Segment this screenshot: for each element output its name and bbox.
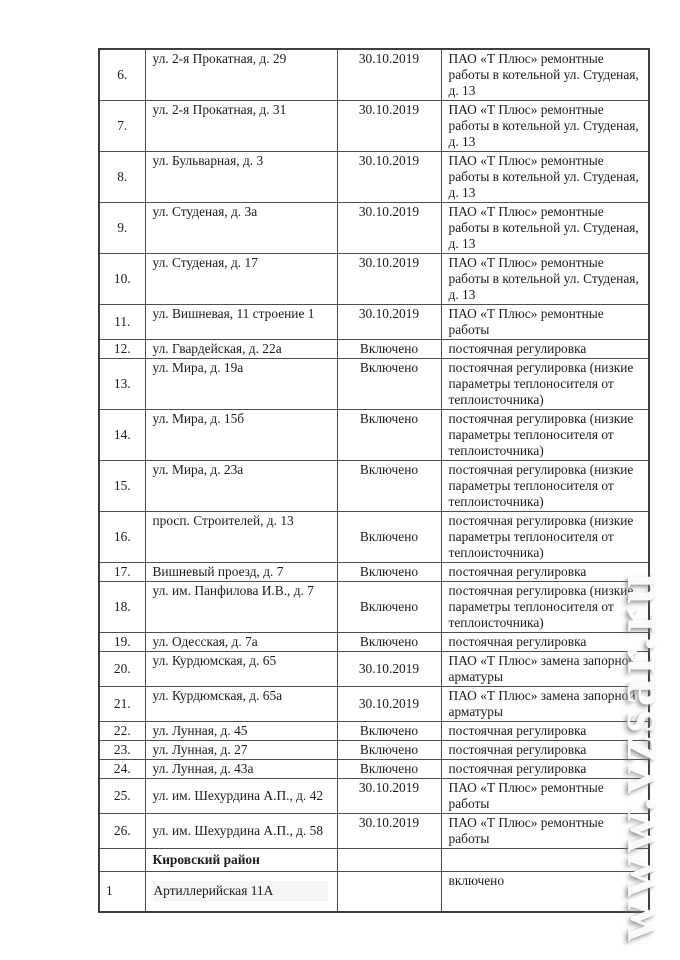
address-cell: ул. Лунная, д. 45 <box>145 722 337 741</box>
highlighted-address-text: Артиллерийская 11А <box>153 881 328 901</box>
table-row <box>99 340 649 359</box>
row-number-cell: 16. <box>99 512 145 563</box>
table-row <box>99 582 649 633</box>
section-header-row <box>99 849 649 872</box>
table-row <box>99 872 649 912</box>
row-number-cell: 13. <box>99 359 145 410</box>
status-cell: 30.10.2019 <box>337 305 441 340</box>
status-cell: Включено <box>337 461 441 512</box>
address-cell: ул. Мира, д. 19а <box>145 359 337 410</box>
address-cell: ул. Мира, д. 15б <box>145 410 337 461</box>
table-row <box>99 741 649 760</box>
table-row <box>99 779 649 814</box>
row-number-cell: 9. <box>99 203 145 254</box>
status-cell: 30.10.2019 <box>337 652 441 687</box>
row-number-cell: 22. <box>99 722 145 741</box>
table-row <box>99 652 649 687</box>
table-row <box>99 563 649 582</box>
status-cell: 30.10.2019 <box>337 687 441 722</box>
note-cell: включено <box>441 872 649 912</box>
table-row <box>99 760 649 779</box>
note-cell: постоячная регулировка <box>441 722 649 741</box>
note-cell: ПАО «Т Плюс» замена запорной арматуры <box>441 652 649 687</box>
note-cell: ПАО «Т Плюс» ремонтные работы <box>441 779 649 814</box>
row-number-cell: 19. <box>99 633 145 652</box>
table-row <box>99 203 649 254</box>
note-cell: постоячная регулировка (низкие параметры теплоносителя от теплоисточника) <box>441 582 649 633</box>
note-cell: ПАО «Т Плюс» ремонтные работы <box>441 305 649 340</box>
note-cell: постоячная регулировка (низкие параметры теплоносителя от теплоисточника) <box>441 410 649 461</box>
address-cell: ул. Курдюмская, д. 65 <box>145 652 337 687</box>
status-cell: 30.10.2019 <box>337 101 441 152</box>
row-number-cell: 6. <box>99 49 145 101</box>
status-cell: Включено <box>337 563 441 582</box>
table-row <box>99 359 649 410</box>
address-cell: ул. 2-я Прокатная, д. 31 <box>145 101 337 152</box>
table-body <box>99 49 649 912</box>
table-row <box>99 461 649 512</box>
row-number-cell: 1 <box>99 872 145 912</box>
address-cell: ул. Лунная, д. 43а <box>145 760 337 779</box>
note-cell: постоячная регулировка <box>441 633 649 652</box>
note-cell: постоячная регулировка (низкие параметры теплоносителя от теплоисточника) <box>441 461 649 512</box>
table-row <box>99 722 649 741</box>
table-row <box>99 49 649 101</box>
note-cell: ПАО «Т Плюс» ремонтные работы в котельной ул. Студеная, д. 13 <box>441 49 649 101</box>
status-cell: Включено <box>337 582 441 633</box>
status-cell: 30.10.2019 <box>337 49 441 101</box>
address-cell: ул. Гвардейская, д. 22а <box>145 340 337 359</box>
note-cell: постоячная регулировка <box>441 340 649 359</box>
note-cell: постоячная регулировка (низкие параметры теплоносителя от теплоисточника) <box>441 512 649 563</box>
table-row <box>99 305 649 340</box>
status-cell: 30.10.2019 <box>337 152 441 203</box>
address-cell: ул. Вишневая, 11 строение 1 <box>145 305 337 340</box>
row-number-cell: 7. <box>99 101 145 152</box>
address-cell: просп. Строителей, д. 13 <box>145 512 337 563</box>
status-cell: Включено <box>337 410 441 461</box>
status-cell <box>337 849 441 872</box>
address-cell: ул. им. Панфилова И.В., д. 7 <box>145 582 337 633</box>
row-number-cell: 17. <box>99 563 145 582</box>
address-cell: ул. Бульварная, д. 3 <box>145 152 337 203</box>
row-number-cell: 25. <box>99 779 145 814</box>
address-cell: ул. им. Шехурдина А.П., д. 58 <box>145 814 337 849</box>
table-row <box>99 512 649 563</box>
status-cell: Включено <box>337 722 441 741</box>
row-number-cell: 14. <box>99 410 145 461</box>
status-cell: 30.10.2019 <box>337 254 441 305</box>
row-number-cell <box>99 849 145 872</box>
row-number-cell: 21. <box>99 687 145 722</box>
row-number-cell: 11. <box>99 305 145 340</box>
table-row <box>99 101 649 152</box>
table-row <box>99 687 649 722</box>
address-cell: ул. Студеная, д. 3а <box>145 203 337 254</box>
note-cell: постоячная регулировка <box>441 760 649 779</box>
table-row <box>99 410 649 461</box>
note-cell: ПАО «Т Плюс» ремонтные работы в котельной ул. Студеная, д. 13 <box>441 152 649 203</box>
table-row <box>99 633 649 652</box>
status-cell: Включено <box>337 760 441 779</box>
status-cell: Включено <box>337 359 441 410</box>
status-cell: Включено <box>337 340 441 359</box>
address-cell: ул. Студеная, д. 17 <box>145 254 337 305</box>
table-row <box>99 152 649 203</box>
address-cell: ул. Одесская, д. 7а <box>145 633 337 652</box>
address-cell: ул. им. Шехурдина А.П., д. 42 <box>145 779 337 814</box>
status-cell: 30.10.2019 <box>337 203 441 254</box>
row-number-cell: 20. <box>99 652 145 687</box>
note-cell: постоячная регулировка (низкие параметры теплоносителя от теплоисточника) <box>441 359 649 410</box>
note-cell: ПАО «Т Плюс» замена запорной арматуры <box>441 687 649 722</box>
note-cell: постоячная регулировка <box>441 741 649 760</box>
address-cell: ул. Мира, д. 23а <box>145 461 337 512</box>
note-cell: ПАО «Т Плюс» ремонтные работы <box>441 814 649 849</box>
note-cell: ПАО «Т Плюс» ремонтные работы в котельной ул. Студеная, д. 13 <box>441 254 649 305</box>
address-cell: ул. Курдюмская, д. 65а <box>145 687 337 722</box>
note-cell: ПАО «Т Плюс» ремонтные работы в котельной ул. Студеная, д. 13 <box>441 203 649 254</box>
table-row <box>99 254 649 305</box>
address-cell: Кировский район <box>145 849 337 872</box>
row-number-cell: 10. <box>99 254 145 305</box>
row-number-cell: 26. <box>99 814 145 849</box>
status-cell <box>337 872 441 912</box>
address-cell: ул. Лунная, д. 27 <box>145 741 337 760</box>
row-number-cell: 24. <box>99 760 145 779</box>
address-cell: Вишневый проезд, д. 7 <box>145 563 337 582</box>
row-number-cell: 15. <box>99 461 145 512</box>
row-number-cell: 8. <box>99 152 145 203</box>
outage-schedule-table <box>98 48 650 913</box>
note-cell <box>441 849 649 872</box>
status-cell: 30.10.2019 <box>337 779 441 814</box>
status-cell: Включено <box>337 633 441 652</box>
site-watermark: www.vzsar.ru <box>605 568 667 942</box>
row-number-cell: 18. <box>99 582 145 633</box>
status-cell: 30.10.2019 <box>337 814 441 849</box>
status-cell: Включено <box>337 741 441 760</box>
status-cell: Включено <box>337 512 441 563</box>
table-row <box>99 814 649 849</box>
address-cell: ул. 2-я Прокатная, д. 29 <box>145 49 337 101</box>
row-number-cell: 12. <box>99 340 145 359</box>
address-cell <box>145 872 337 912</box>
row-number-cell: 23. <box>99 741 145 760</box>
note-cell: ПАО «Т Плюс» ремонтные работы в котельной ул. Студеная, д. 13 <box>441 101 649 152</box>
note-cell: постоячная регулировка <box>441 563 649 582</box>
